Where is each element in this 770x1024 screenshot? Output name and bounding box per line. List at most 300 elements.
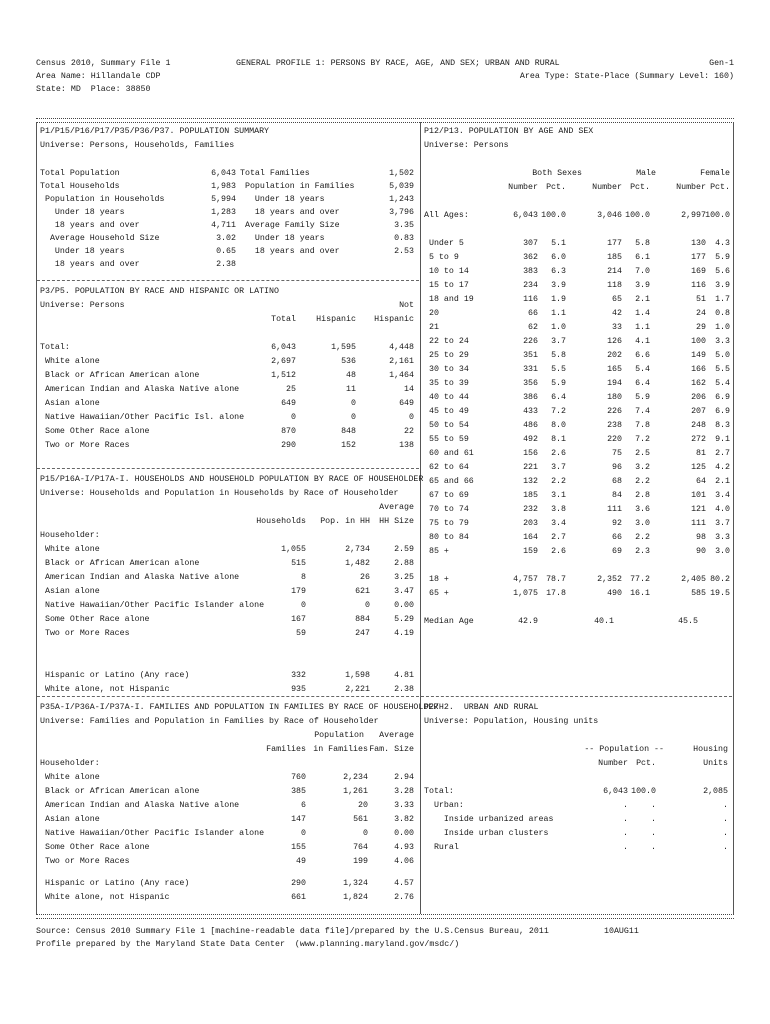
fam-row-label: White alone	[40, 773, 100, 782]
age-row-label: 15 to 17	[424, 281, 469, 290]
both-number: 234	[523, 281, 538, 290]
summary-value: 6,043	[211, 169, 236, 178]
both-number: 386	[523, 393, 538, 402]
male-pct: 6.6	[635, 351, 650, 360]
male-number: 118	[607, 281, 622, 290]
female-pct: 2.7	[715, 449, 730, 458]
race-total: 6,043	[271, 343, 296, 352]
male-number: 194	[607, 379, 622, 388]
fam-pop: 561	[353, 815, 368, 824]
male-number: 3,046	[597, 211, 622, 220]
age-row-label: 10 to 14	[424, 267, 469, 276]
both-number: 116	[523, 295, 538, 304]
hh-row-label: White alone, not Hispanic	[40, 685, 170, 694]
fam-size: 2.76	[394, 893, 414, 902]
hh-size: 3.47	[394, 587, 414, 596]
both-pct: 3.7	[551, 463, 566, 472]
report-code: Gen-1	[709, 59, 734, 68]
urban-pop-pct: .	[651, 843, 656, 852]
race-not-hispanic: 4,448	[389, 343, 414, 352]
section-universe: Universe: Persons	[424, 141, 509, 150]
age-row-label: 85 +	[424, 547, 449, 556]
both-pct: 5.8	[551, 351, 566, 360]
age-row-label: 18 and 19	[424, 295, 474, 304]
male-number: 165	[607, 365, 622, 374]
urban-row-label: Urban:	[424, 801, 464, 810]
race-total: 870	[281, 427, 296, 436]
age-row-label: Under 5	[424, 239, 464, 248]
male-number: 111	[607, 505, 622, 514]
race-hispanic: 1,595	[331, 343, 356, 352]
male-number: 185	[607, 253, 622, 262]
female-pct: 4.0	[715, 505, 730, 514]
fam-families: 49	[296, 857, 306, 866]
fam-row-label: Native Hawaiian/Other Pacific Islander alone	[40, 829, 265, 838]
male-number: 33	[612, 323, 622, 332]
male-number: 69	[612, 547, 622, 556]
fam-families: 661	[291, 893, 306, 902]
female-number: 272	[691, 435, 706, 444]
female-number: 2,997	[681, 211, 706, 220]
male-number: 66	[612, 533, 622, 542]
male-pct: 100.0	[625, 211, 650, 220]
age-row-label: 22 to 24	[424, 337, 469, 346]
race-hispanic: 848	[341, 427, 356, 436]
age-row-label: 5 to 9	[424, 253, 459, 262]
section-title: P3/P5. POPULATION BY RACE AND HISPANIC OR LATINO	[40, 287, 279, 296]
female-pct: 5.6	[715, 267, 730, 276]
race-total: 2,697	[271, 357, 296, 366]
bottom-rule	[36, 914, 734, 919]
summary-value: 2.53	[394, 247, 414, 256]
male-pct: 16.1	[630, 589, 650, 598]
both-number: 356	[523, 379, 538, 388]
fam-families: 290	[291, 879, 306, 888]
subheader-pct: Pct.	[630, 183, 650, 192]
male-pct: 2.3	[635, 547, 650, 556]
summary-value: 4,711	[211, 221, 236, 230]
age-row-label: 45 to 49	[424, 407, 469, 416]
age-row-label: 67 to 69	[424, 491, 469, 500]
hh-row-label: White alone	[40, 545, 100, 554]
male-pct: 5.9	[635, 393, 650, 402]
male-pct: 1.1	[635, 323, 650, 332]
summary-label: Under 18 years	[240, 195, 325, 204]
fam-pop: 1,324	[343, 879, 368, 888]
urban-row-label: Inside urbanized areas	[424, 815, 554, 824]
female-pct: 5.5	[715, 365, 730, 374]
both-pct: 3.9	[551, 281, 566, 290]
fam-families: 155	[291, 843, 306, 852]
fam-row-label: Some Other Race alone	[40, 843, 150, 852]
male-pct: 6.4	[635, 379, 650, 388]
fam-row-label: American Indian and Alaska Native alone	[40, 801, 240, 810]
female-pct: 0.8	[715, 309, 730, 318]
age-row-label: 65 and 66	[424, 477, 474, 486]
female-number: 111	[691, 519, 706, 528]
female-number: 81	[696, 449, 706, 458]
census-title: Census 2010, Summary File 1	[36, 59, 171, 68]
female-number: 248	[691, 421, 706, 430]
median-both: 42.9	[518, 617, 538, 626]
both-pct: 6.4	[551, 393, 566, 402]
female-number: 177	[691, 253, 706, 262]
both-pct: 3.1	[551, 491, 566, 500]
age-row-label: 50 to 54	[424, 421, 469, 430]
race-total: 1,512	[271, 371, 296, 380]
section-divider	[37, 468, 419, 469]
both-number: 226	[523, 337, 538, 346]
col-header-households: Households	[256, 517, 306, 526]
both-pct: 5.5	[551, 365, 566, 374]
age-row-label: 70 to 74	[424, 505, 469, 514]
fam-row-label: Two or More Races	[40, 857, 130, 866]
section-universe: Universe: Households and Population in Households by Race of Householder	[40, 489, 399, 498]
male-pct: 2.5	[635, 449, 650, 458]
summary-value: 5,039	[389, 182, 414, 191]
female-number: 169	[691, 267, 706, 276]
top-rule	[36, 118, 734, 123]
female-number: 100	[691, 337, 706, 346]
female-pct: 3.3	[715, 533, 730, 542]
fam-pop: 764	[353, 843, 368, 852]
male-pct: 3.0	[635, 519, 650, 528]
median-female: 45.5	[678, 617, 698, 626]
state-place: State: MD Place: 38850	[36, 85, 151, 94]
fam-size: 4.57	[394, 879, 414, 888]
female-number: 98	[696, 533, 706, 542]
urban-housing-units: .	[723, 829, 728, 838]
female-pct: 3.9	[715, 281, 730, 290]
col-header-hispanic: Hispanic	[316, 315, 356, 324]
female-number: 29	[696, 323, 706, 332]
male-number: 75	[612, 449, 622, 458]
summary-value: 1,243	[389, 195, 414, 204]
summary-value: 1,983	[211, 182, 236, 191]
hh-pop: 0	[365, 601, 370, 610]
male-pct: 77.2	[630, 575, 650, 584]
median-male: 40.1	[594, 617, 614, 626]
subheader-number: Number	[592, 183, 622, 192]
race-row-label: Native Hawaiian/Other Pacific Isl. alone	[40, 413, 245, 422]
hh-row-label: American Indian and Alaska Native alone	[40, 573, 240, 582]
both-pct: 1.1	[551, 309, 566, 318]
age-row-label: 18 +	[424, 575, 449, 584]
male-number: 84	[612, 491, 622, 500]
both-pct: 2.6	[551, 449, 566, 458]
female-pct: 5.9	[715, 253, 730, 262]
col-header-not-hispanic: Hispanic	[374, 315, 414, 324]
age-row-label: 60 and 61	[424, 449, 474, 458]
age-row-label: 40 to 44	[424, 393, 469, 402]
subheader-number: Number	[508, 183, 538, 192]
section-divider	[37, 696, 419, 697]
age-row-label: 35 to 39	[424, 379, 469, 388]
hh-pop: 2,734	[345, 545, 370, 554]
age-row-label: 62 to 64	[424, 463, 469, 472]
report-title: GENERAL PROFILE 1: PERSONS BY RACE, AGE, AND SEX; URBAN AND RURAL	[236, 59, 560, 68]
male-pct: 7.4	[635, 407, 650, 416]
age-row-label: 55 to 59	[424, 435, 469, 444]
col-header-both-sexes: Both Sexes	[532, 169, 582, 178]
male-pct: 1.4	[635, 309, 650, 318]
hh-pop: 884	[355, 615, 370, 624]
both-number: 159	[523, 547, 538, 556]
col-header-not: Not	[399, 301, 414, 310]
hh-pop: 26	[360, 573, 370, 582]
both-number: 156	[523, 449, 538, 458]
hh-pop: 1,598	[345, 671, 370, 680]
summary-label: Total Households	[40, 182, 120, 191]
fam-pop: 20	[358, 801, 368, 810]
female-number: 585	[691, 589, 706, 598]
fam-row-label: Asian alone	[40, 815, 100, 824]
summary-label: Average Family Size	[240, 221, 340, 230]
hh-households: 332	[291, 671, 306, 680]
male-number: 126	[607, 337, 622, 346]
section-universe: Universe: Families and Population in Families by Race of Householder	[40, 717, 379, 726]
race-total: 649	[281, 399, 296, 408]
summary-label: 18 years and over	[40, 260, 140, 269]
hh-pop: 2,221	[345, 685, 370, 694]
race-hispanic: 0	[351, 399, 356, 408]
age-row-label: 30 to 34	[424, 365, 469, 374]
col-header-total: Total	[271, 315, 296, 324]
subheader-units: Units	[703, 759, 728, 768]
fam-pop: 2,234	[343, 773, 368, 782]
section-title: P2/H2. URBAN AND RURAL	[424, 703, 539, 712]
col-header-in-families: in Families	[313, 745, 368, 754]
section-title: P35A-I/P36A-I/P37A-I. FAMILIES AND POPULATION IN FAMILIES BY RACE OF HOUSEHOLDER	[40, 703, 439, 712]
male-pct: 3.2	[635, 463, 650, 472]
summary-label: Under 18 years	[240, 234, 325, 243]
hh-households: 59	[296, 629, 306, 638]
fam-size: 3.33	[394, 801, 414, 810]
female-number: 125	[691, 463, 706, 472]
report-header	[36, 58, 736, 98]
male-pct: 3.9	[635, 281, 650, 290]
col-header-housing: Housing	[693, 745, 728, 754]
male-pct: 2.2	[635, 533, 650, 542]
both-number: 6,043	[513, 211, 538, 220]
summary-label: Under 18 years	[40, 208, 125, 217]
female-number: 101	[691, 491, 706, 500]
female-number: 149	[691, 351, 706, 360]
summary-label: Population in Families	[240, 182, 355, 191]
female-number: 90	[696, 547, 706, 556]
hh-size: 4.19	[394, 629, 414, 638]
col-header-population: Population	[314, 731, 364, 740]
summary-value: 0.65	[216, 247, 236, 256]
subheader-number: Number	[676, 183, 706, 192]
householder-label: Householder:	[40, 759, 100, 768]
hh-size: 2.38	[394, 685, 414, 694]
summary-value: 3.02	[216, 234, 236, 243]
urban-housing-units: .	[723, 801, 728, 810]
both-number: 62	[528, 323, 538, 332]
female-pct: 2.1	[715, 477, 730, 486]
race-row-label: Two or More Races	[40, 441, 130, 450]
female-number: 130	[691, 239, 706, 248]
urban-pop-number: 6,043	[603, 787, 628, 796]
age-row-label: All Ages:	[424, 211, 469, 220]
hh-row-label: Native Hawaiian/Other Pacific Islander alone	[40, 601, 265, 610]
urban-pop-pct: .	[651, 801, 656, 810]
urban-row-label: Inside urban clusters	[424, 829, 549, 838]
fam-families: 760	[291, 773, 306, 782]
female-number: 116	[691, 281, 706, 290]
male-number: 177	[607, 239, 622, 248]
col-header-average: Average	[379, 731, 414, 740]
race-hispanic: 536	[341, 357, 356, 366]
hh-size: 2.59	[394, 545, 414, 554]
male-pct: 5.4	[635, 365, 650, 374]
urban-pop-number: .	[623, 829, 628, 838]
fam-pop: 1,824	[343, 893, 368, 902]
female-number: 64	[696, 477, 706, 486]
male-number: 490	[607, 589, 622, 598]
col-header-pop-in-hh: Pop. in HH	[320, 517, 370, 526]
race-hispanic: 0	[351, 413, 356, 422]
both-pct: 7.2	[551, 407, 566, 416]
summary-label: 18 years and over	[40, 221, 140, 230]
center-divider	[420, 122, 421, 914]
race-hispanic: 48	[346, 371, 356, 380]
section-universe: Universe: Population, Housing units	[424, 717, 599, 726]
male-pct: 5.8	[635, 239, 650, 248]
both-number: 221	[523, 463, 538, 472]
race-not-hispanic: 2,161	[389, 357, 414, 366]
female-pct: 3.4	[715, 491, 730, 500]
female-pct: 3.7	[715, 519, 730, 528]
hh-size: 5.29	[394, 615, 414, 624]
male-number: 238	[607, 421, 622, 430]
male-number: 65	[612, 295, 622, 304]
right-border	[733, 122, 734, 914]
urban-pop-number: .	[623, 801, 628, 810]
hh-households: 8	[301, 573, 306, 582]
race-hispanic: 11	[346, 385, 356, 394]
hh-households: 0	[301, 601, 306, 610]
subheader-pct: Pct.	[636, 759, 656, 768]
race-not-hispanic: 0	[409, 413, 414, 422]
both-number: 331	[523, 365, 538, 374]
summary-label: Total Families	[240, 169, 310, 178]
fam-size: 2.94	[394, 773, 414, 782]
female-number: 166	[691, 365, 706, 374]
both-pct: 5.9	[551, 379, 566, 388]
section-universe: Universe: Persons, Households, Families	[40, 141, 235, 150]
col-header-families: Families	[266, 745, 306, 754]
both-pct: 3.8	[551, 505, 566, 514]
male-number: 226	[607, 407, 622, 416]
hh-households: 935	[291, 685, 306, 694]
female-pct: 19.5	[710, 589, 730, 598]
median-age-label: Median Age	[424, 617, 474, 626]
fam-size: 3.82	[394, 815, 414, 824]
female-pct: 1.0	[715, 323, 730, 332]
both-number: 132	[523, 477, 538, 486]
race-not-hispanic: 649	[399, 399, 414, 408]
race-not-hispanic: 22	[404, 427, 414, 436]
hh-households: 515	[291, 559, 306, 568]
summary-label: 18 years and over	[240, 208, 340, 217]
both-number: 66	[528, 309, 538, 318]
subheader-pct: Pct.	[710, 183, 730, 192]
male-pct: 2.8	[635, 491, 650, 500]
fam-pop: 199	[353, 857, 368, 866]
hh-row-label: Hispanic or Latino (Any race)	[40, 671, 190, 680]
female-number: 24	[696, 309, 706, 318]
male-pct: 7.0	[635, 267, 650, 276]
both-number: 383	[523, 267, 538, 276]
summary-label: Under 18 years	[40, 247, 125, 256]
race-row-label: American Indian and Alaska Native alone	[40, 385, 240, 394]
fam-families: 0	[301, 829, 306, 838]
summary-value: 1,502	[389, 169, 414, 178]
both-pct: 100.0	[541, 211, 566, 220]
both-number: 203	[523, 519, 538, 528]
col-header-male: Male	[636, 169, 656, 178]
male-pct: 7.2	[635, 435, 650, 444]
hh-households: 1,055	[281, 545, 306, 554]
female-number: 162	[691, 379, 706, 388]
both-pct: 1.0	[551, 323, 566, 332]
fam-pop: 1,261	[343, 787, 368, 796]
hh-pop: 621	[355, 587, 370, 596]
race-row-label: Total:	[40, 343, 70, 352]
hh-size: 0.00	[394, 601, 414, 610]
summary-value: 3,796	[389, 208, 414, 217]
fam-size: 4.06	[394, 857, 414, 866]
female-pct: 6.9	[715, 407, 730, 416]
male-pct: 2.2	[635, 477, 650, 486]
race-row-label: Some Other Race alone	[40, 427, 150, 436]
urban-pop-pct: 100.0	[631, 787, 656, 796]
col-header-fam-size: Fam. Size	[369, 745, 414, 754]
fam-families: 147	[291, 815, 306, 824]
male-pct: 6.1	[635, 253, 650, 262]
both-number: 1,075	[513, 589, 538, 598]
female-pct: 80.2	[710, 575, 730, 584]
female-pct: 9.1	[715, 435, 730, 444]
fam-row-label: White alone, not Hispanic	[40, 893, 170, 902]
summary-value: 2.38	[216, 260, 236, 269]
both-pct: 8.0	[551, 421, 566, 430]
female-number: 207	[691, 407, 706, 416]
urban-pop-pct: .	[651, 815, 656, 824]
race-hispanic: 152	[341, 441, 356, 450]
female-pct: 6.9	[715, 393, 730, 402]
fam-row-label: Black or African American alone	[40, 787, 200, 796]
age-row-label: 75 to 79	[424, 519, 469, 528]
both-pct: 78.7	[546, 575, 566, 584]
fam-row-label: Hispanic or Latino (Any race)	[40, 879, 190, 888]
female-number: 51	[696, 295, 706, 304]
both-number: 185	[523, 491, 538, 500]
male-number: 92	[612, 519, 622, 528]
female-pct: 100.0	[705, 211, 730, 220]
area-name: Area Name: Hillandale CDP	[36, 72, 161, 81]
female-pct: 8.3	[715, 421, 730, 430]
source-note: Source: Census 2010 Summary File 1 [machine-readable data file]/prepared by the U.S.Census Bureau, 2011	[36, 927, 549, 936]
col-header-hh-size: HH Size	[379, 517, 414, 526]
col-header-population: -- Population --	[584, 745, 664, 754]
summary-label: Average Household Size	[40, 234, 160, 243]
section-universe: Universe: Persons	[40, 301, 125, 310]
col-header-average: Average	[379, 503, 414, 512]
race-row-label: White alone	[40, 357, 100, 366]
